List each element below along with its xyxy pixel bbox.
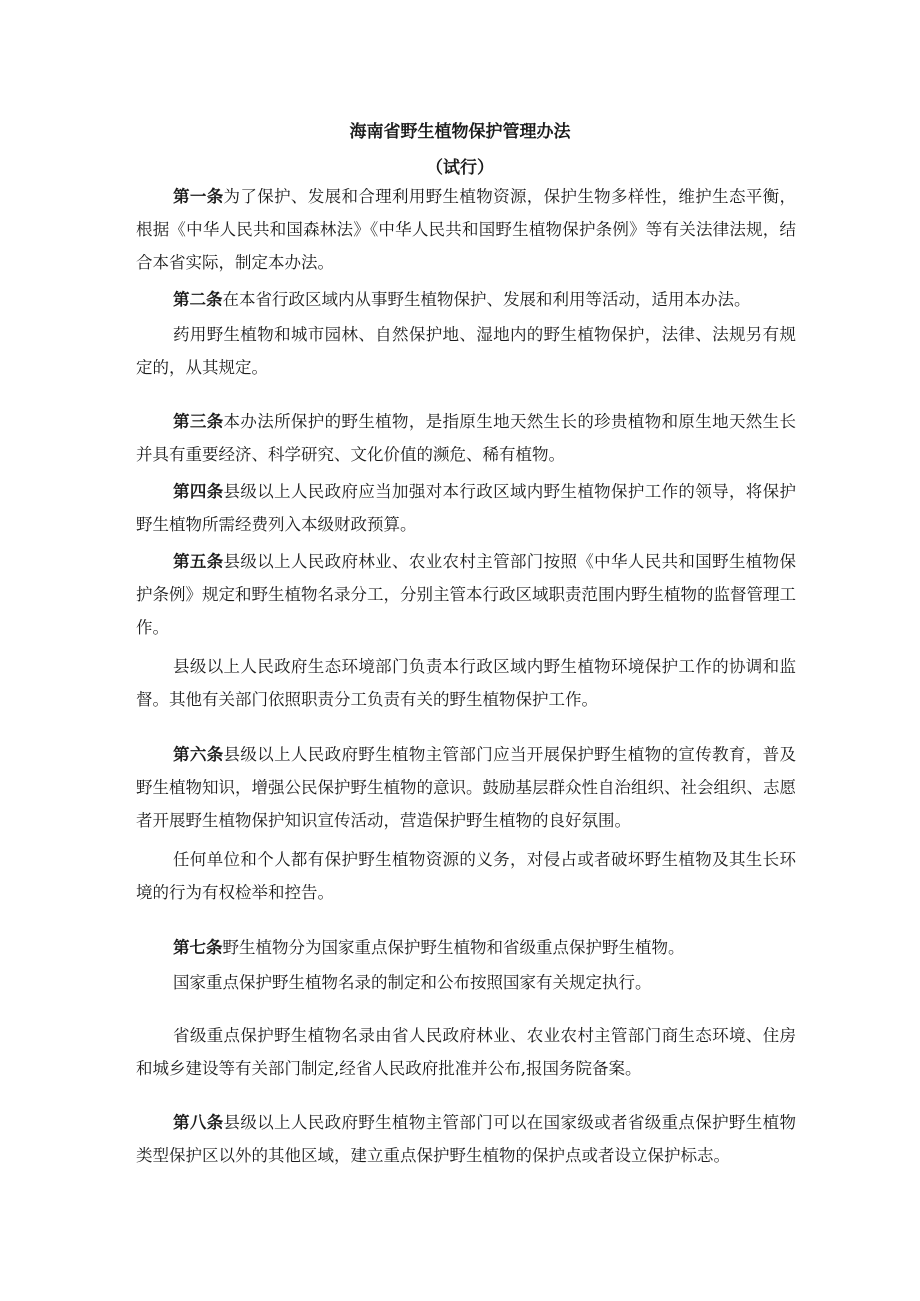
- paragraph-text: 为了保护、发展和合理利用野生植物资源，保护生物多样性，维护生态平衡，根据《中华人民共和国森林法》《中华人民共和国野生植物保护条例》等有关法律法规，结合本省实际，制定本办法。: [136, 187, 797, 272]
- paragraph-article-4: [136, 475, 796, 541]
- paragraph-text: 国家重点保护野生植物名录的制定和公布按照国家有关规定执行。: [173, 973, 652, 992]
- paragraph-text: 县级以上人民政府生态环境部门负责本行政区域内野生植物环境保护工作的协调和监督。其他有关部门依照职责分工负责有关的野生植物保护工作。: [136, 657, 796, 709]
- article-label: 第三条: [173, 412, 224, 431]
- paragraph-text: 县级以上人民政府林业、农业农村主管部门按照《中华人民共和国野生植物保护条例》规定和野生植物名录分工，分别主管本行政区域职责范围内野生植物的监督管理工作。: [136, 552, 797, 637]
- paragraph-article-6: [136, 738, 796, 837]
- document-title: 海南省野生植物保护管理办法: [349, 122, 571, 142]
- paragraph-article-5: [136, 545, 796, 644]
- paragraph-text: 县级以上人民政府野生植物主管部门可以在国家级或者省级重点保护野生植物类型保护区以外的其他区域，建立重点保护野生植物的保护点或者设立保护标志。: [136, 1113, 797, 1165]
- article-label: 第八条: [173, 1113, 224, 1132]
- paragraph-text: 在本省行政区域内从事野生植物保护、发展和利用等活动，适用本办法。: [222, 290, 751, 309]
- paragraph-article-3: [136, 405, 796, 471]
- paragraph-article-7: [136, 931, 796, 964]
- article-label: 第四条: [173, 482, 224, 501]
- article-label: 第二条: [173, 290, 223, 309]
- paragraph-text: 药用野生植物和城市园林、自然保护地、湿地内的野生植物保护，法律、法规另有规定的，从其规定。: [136, 325, 796, 377]
- article-label: 第六条: [173, 745, 224, 764]
- paragraph-article-2-clause-2: [136, 318, 796, 384]
- paragraph-text: 省级重点保护野生植物名录由省人民政府林业、农业农村主管部门商生态环境、住房和城乡建设等有关部门制定,经省人民政府批准并公布,报国务院备案。: [136, 1026, 796, 1078]
- paragraph-text: 县级以上人民政府应当加强对本行政区域内野生植物保护工作的领导，将保护野生植物所需经费列入本级财政预算。: [136, 482, 797, 534]
- paragraph-article-1: [136, 180, 796, 279]
- paragraph-article-6-clause-2: [136, 843, 796, 909]
- article-label: 第七条: [173, 938, 223, 957]
- paragraph-text: 本办法所保护的野生植物，是指原生地天然生长的珍贵植物和原生地天然生长并具有重要经济、科学研究、文化价值的濒危、稀有植物。: [136, 412, 797, 464]
- paragraph-text: 野生植物分为国家重点保护野生植物和省级重点保护野生植物。: [222, 938, 685, 957]
- paragraph-article-7-clause-2: [136, 966, 796, 999]
- paragraph-article-8: [136, 1106, 796, 1172]
- article-label: 第一条: [173, 187, 224, 206]
- article-label: 第五条: [173, 552, 224, 571]
- paragraph-article-7-clause-3: [136, 1019, 796, 1085]
- paragraph-article-2: [136, 283, 796, 316]
- paragraph-text: 任何单位和个人都有保护野生植物资源的义务，对侵占或者破坏野生植物及其生长环境的行为有权检举和控告。: [136, 850, 796, 902]
- paragraph-article-5-clause-2: [136, 650, 796, 716]
- document-subtitle: （试行）: [426, 158, 494, 178]
- paragraph-text: 县级以上人民政府野生植物主管部门应当开展保护野生植物的宣传教育，普及野生植物知识，增强公民保护野生植物的意识。鼓励基层群众性自治组织、社会组织、志愿者开展野生植物保护知识宣传活动，营造保护野生植物的良好氛围。: [136, 745, 797, 830]
